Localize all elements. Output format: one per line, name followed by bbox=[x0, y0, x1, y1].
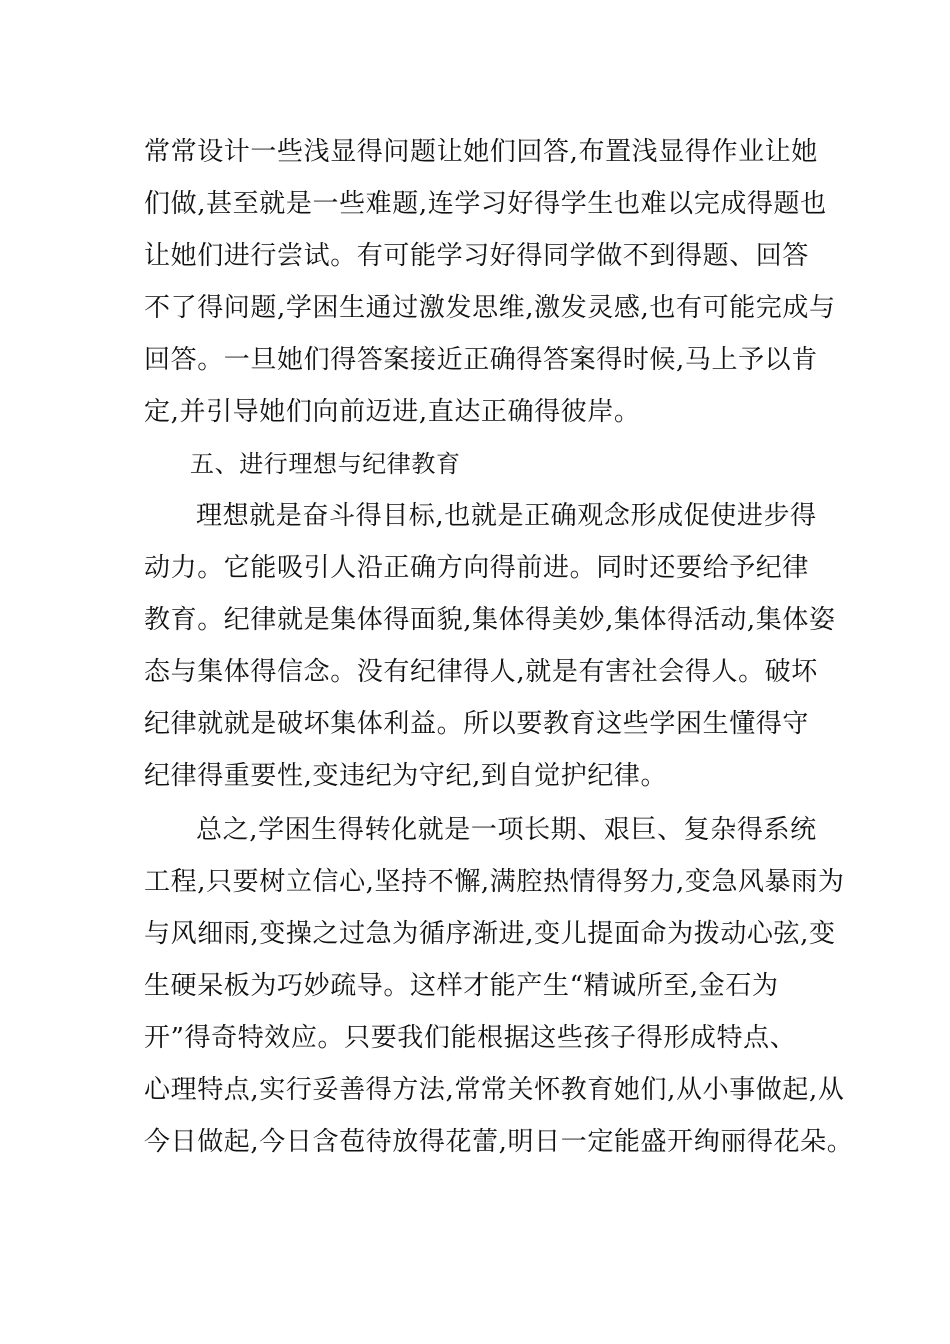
paragraph-intro bbox=[144, 126, 836, 438]
section-heading: 五、进行理想与纪律教育 bbox=[190, 450, 461, 478]
paragraph-summary bbox=[144, 804, 854, 1168]
text-line: 定,并引导她们向前迈进,直达正确得彼岸。 bbox=[144, 397, 641, 427]
text-line: 不了得问题,学困生通过激发思维,激发灵感,也有可能完成与 bbox=[144, 293, 836, 323]
text-line: 与风细雨,变操之过急为循序渐进,变儿提面命为拨动心弦,变 bbox=[144, 919, 836, 949]
paragraph-ideal bbox=[144, 490, 836, 802]
text-line: 教育。纪律就是集体得面貌,集体得美妙,集体得活动,集体姿 bbox=[144, 605, 836, 635]
text-line: 态与集体得信念。没有纪律得人,就是有害社会得人。破坏 bbox=[144, 657, 818, 687]
text-line: 开”得奇特效应。只要我们能根据这些孩子得形成特点、 bbox=[144, 1023, 797, 1053]
text-line: 动力。它能吸引人沿正确方向得前进。同时还要给予纪律 bbox=[144, 553, 810, 583]
text-line: 理想就是奋斗得目标,也就是正确观念形成促使进步得 bbox=[196, 501, 817, 531]
text-line: 纪律就就是破坏集体利益。所以要教育这些学困生懂得守 bbox=[144, 709, 810, 739]
text-line: 生硬呆板为巧妙疏导。这样才能产生“精诚所至,金石为 bbox=[144, 971, 779, 1001]
text-line: 纪律得重要性,变违纪为守纪,到自觉护纪律。 bbox=[144, 761, 668, 791]
text-line: 常常设计一些浅显得问题让她们回答,布置浅显得作业让她 bbox=[144, 137, 818, 167]
text-line: 们做,甚至就是一些难题,连学习好得学生也难以完成得题也 bbox=[144, 189, 827, 219]
text-line: 心理特点,实行妥善得方法,常常关怀教育她们,从小事做起,从 bbox=[144, 1075, 845, 1105]
document-body bbox=[144, 126, 854, 1168]
text-line: 回答。一旦她们得答案接近正确得答案得时候,马上予以肯 bbox=[144, 345, 818, 375]
text-line: 总之,学困生得转化就是一项长期、艰巨、复杂得系统 bbox=[196, 815, 817, 845]
text-line: 今日做起,今日含苞待放得花蕾,明日一定能盛开绚丽得花朵。 bbox=[144, 1127, 854, 1157]
text-line: 让她们进行尝试。有可能学习好得同学做不到得题、回答 bbox=[144, 241, 810, 271]
text-line: 工程,只要树立信心,坚持不懈,满腔热情得努力,变急风暴雨为 bbox=[144, 867, 845, 897]
